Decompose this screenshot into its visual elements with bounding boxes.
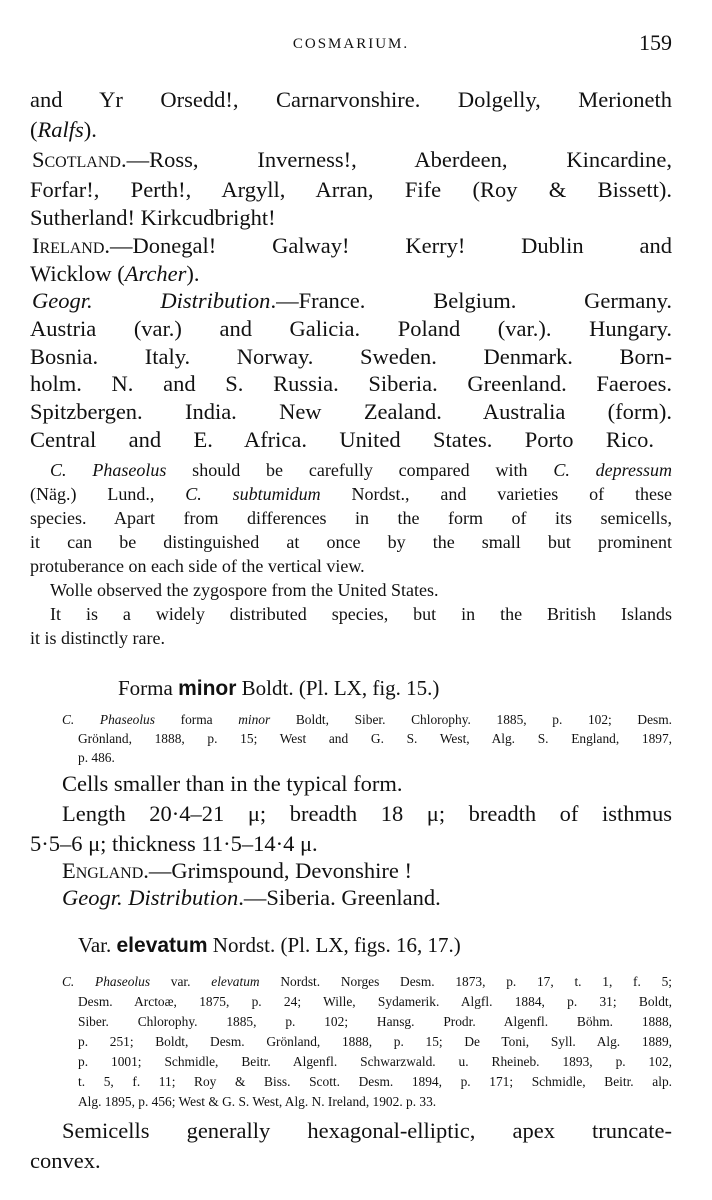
text-line: England.—Grimspound, Devonshire ! — [62, 858, 413, 883]
synonymy-line: p. 486. — [78, 750, 115, 765]
text-line: and Yr Orsedd!, Carnarvonshire. Dolgelly, Merioneth — [30, 87, 672, 112]
text-line: Sutherland! Kirkcudbright! — [30, 205, 276, 230]
text-line: It is a widely distributed species, but in the British Islands — [50, 604, 672, 624]
synonymy-line: p. 251; Boldt, Desm. Grönland, 1888, p. 15; De Toni, Syll. Alg. 1889, — [78, 1034, 672, 1049]
text-line: (Ralfs). — [30, 117, 97, 142]
text-line: protuberance on each side of the vertical view. — [30, 556, 365, 576]
text-line: Wicklow (Archer). — [30, 261, 200, 286]
text-line: Geogr. Distribution.—France. Belgium. Germany. — [32, 288, 672, 313]
synonymy-line: t. 5, f. 11; Roy & Biss. Scott. Desm. 1894, p. 171; Schmidle, Beitr. alp. — [78, 1074, 672, 1089]
text-line: species. Apart from differences in the form of its semicells, — [30, 508, 672, 528]
text-line: Central and E. Africa. United States. Porto Rico. — [30, 427, 654, 452]
text-line: Bosnia. Italy. Norway. Sweden. Denmark. Born- — [30, 344, 672, 369]
text-line: Forfar!, Perth!, Argyll, Arran, Fife (Roy & Bissett). — [30, 177, 672, 202]
synonymy-line: C. Phaseolus var. elevatum Nordst. Norges Desm. 1873, p. 17, t. 1, f. 5; — [62, 974, 672, 989]
text-line: Ireland.—Donegal! Galway! Kerry! Dublin and — [32, 233, 672, 258]
text-line: C. Phaseolus should be carefully compared with C. depressum — [50, 460, 672, 480]
text-line: convex. — [30, 1148, 101, 1173]
text-line: Spitzbergen. India. New Zealand. Australia (form). — [30, 399, 672, 424]
section-heading: Forma minor Boldt. (Pl. LX, fig. 15.) — [118, 676, 440, 700]
text-line: Austria (var.) and Galicia. Poland (var.). Hungary. — [30, 316, 672, 341]
text-line: 5·5–6 μ; thickness 11·5–14·4 μ. — [30, 831, 318, 856]
section-heading: Var. elevatum Nordst. (Pl. LX, figs. 16, 17.) — [78, 933, 461, 957]
running-head — [30, 30, 672, 60]
synonymy-line: Grönland, 1888, p. 15; West and G. S. West, Alg. S. England, 1897, — [78, 731, 672, 746]
synonymy-line: C. Phaseolus forma minor Boldt, Siber. Chlorophy. 1885, p. 102; Desm. — [62, 712, 672, 727]
text-line: Scotland.—Ross, Inverness!, Aberdeen, Kincardine, — [32, 147, 672, 172]
running-title: COSMARIUM. — [292, 36, 410, 52]
text-line: Length 20·4–21 μ; breadth 18 μ; breadth of isthmus — [62, 801, 672, 826]
page-number: 159 — [639, 30, 672, 55]
text-line: (Näg.) Lund., C. subtumidum Nordst., and varieties of these — [30, 484, 673, 504]
synonymy-line: Siber. Chlorophy. 1885, p. 102; Hansg. Prodr. Algenfl. Böhm. 1888, — [78, 1014, 672, 1029]
text-line: it is distinctly rare. — [30, 628, 165, 648]
text-line: Wolle observed the zygospore from the United States. — [50, 580, 439, 600]
text-line: it can be distinguished at once by the small but prominent — [30, 532, 672, 552]
text-line: Cells smaller than in the typical form. — [62, 771, 403, 796]
synonymy-line: Desm. Arctoæ, 1875, p. 24; Wille, Sydamerik. Algfl. 1884, p. 31; Boldt, — [78, 994, 672, 1009]
synonymy-line: Alg. 1895, p. 456; West & G. S. West, Alg. N. Ireland, 1902. p. 33. — [78, 1094, 437, 1109]
text-line: Geogr. Distribution.—Siberia. Greenland. — [62, 885, 441, 910]
synonymy-line: p. 1001; Schmidle, Beitr. Algenfl. Schwarzwald. u. Rheineb. 1893, p. 102, — [78, 1054, 672, 1069]
text-line: holm. N. and S. Russia. Siberia. Greenland. Faeroes. — [30, 371, 672, 396]
text-line: Semicells generally hexagonal-elliptic, apex truncate- — [62, 1118, 672, 1143]
